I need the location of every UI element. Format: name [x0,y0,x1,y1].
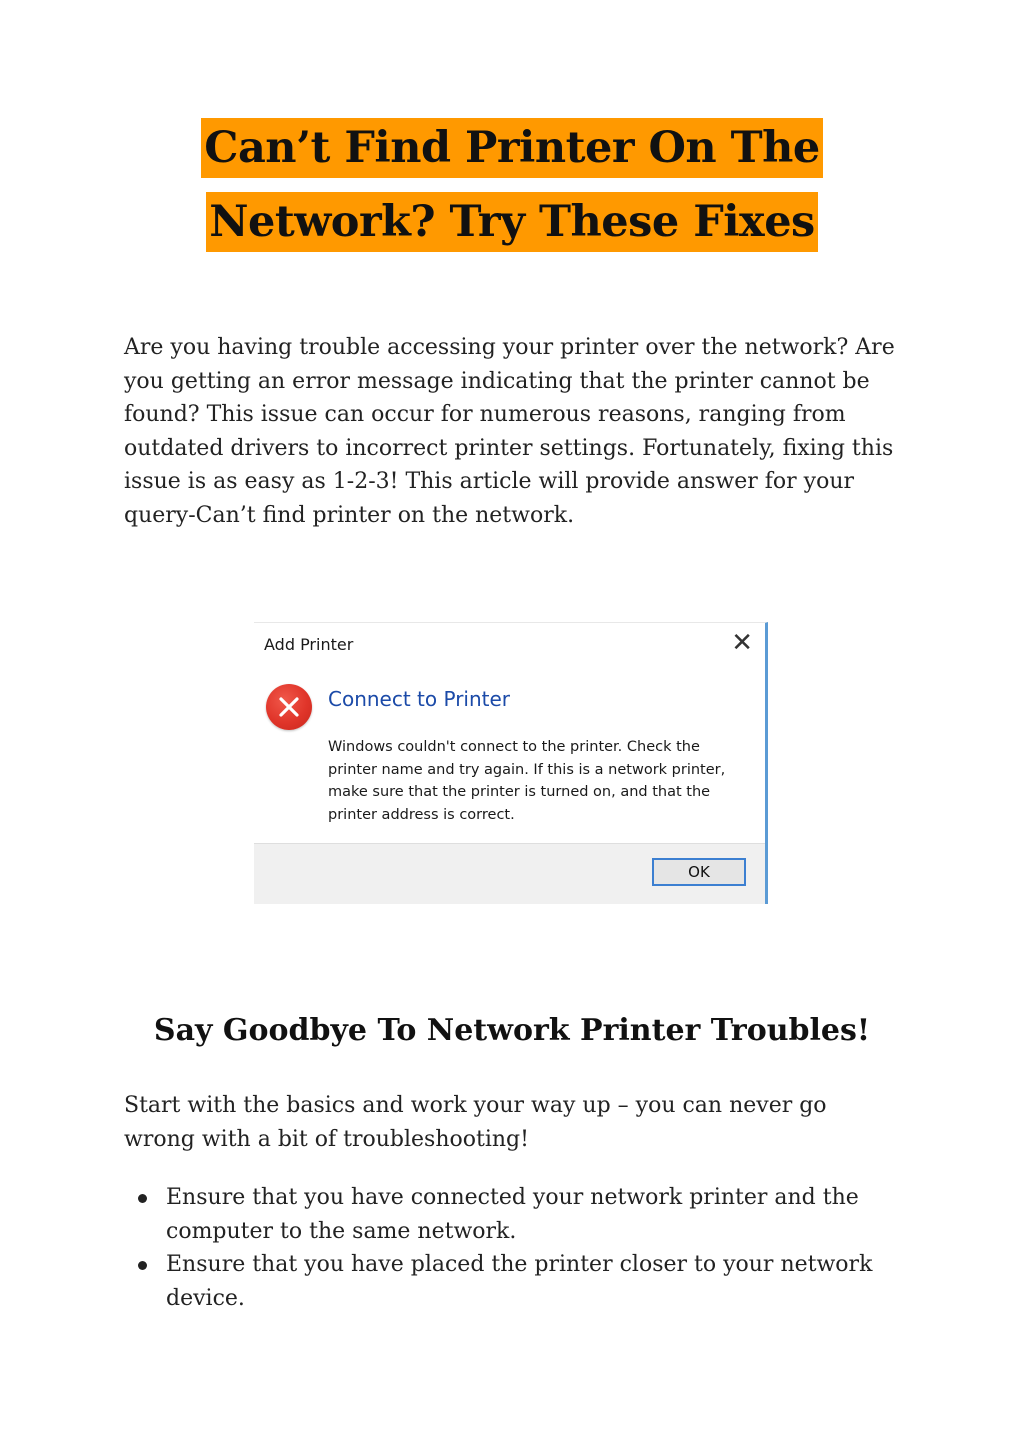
bullet-icon [138,1261,147,1270]
list-item [124,1181,904,1248]
tips-list [124,1181,904,1315]
section-lead-paragraph: Start with the basics and work your way up – you can never go wrong with a bit of troubleshooting! [124,1093,827,1152]
page-title [0,118,1024,252]
bullet-icon [138,1194,147,1203]
ok-button[interactable]: OK [652,858,746,886]
dialog-footer [254,843,765,904]
section-heading: Say Goodbye To Network Printer Troubles! [153,1013,871,1048]
add-printer-dialog-screenshot [254,622,768,904]
error-icon [266,684,312,730]
title-line-1: Can’t Find Printer On The [201,118,823,178]
dialog-message: Windows couldn't connect to the printer. Check the printer name and try again. If this is a network printer, make sure that the printer is turned on, and that the printer address is correct. [328,739,726,823]
intro-paragraph: Are you having trouble accessing your printer over the network? Are you getting an error message indicating that the printer cannot be found? This issue can occur for numerous reasons, ranging from outdated drivers to incorrect printer settings. Fortunately, fixing this issue is as easy as 1-2-3! This article will provide answer for your query-Can’t find printer on the network. [124,335,895,528]
list-item-text: Ensure that you have placed the printer closer to your network device. [166,1252,873,1311]
list-item [124,1248,904,1315]
list-item-text: Ensure that you have connected your network printer and the computer to the same network. [166,1185,859,1244]
dialog-window-title: Add Printer [264,635,354,654]
close-icon[interactable]: ✕ [731,628,753,658]
dialog-heading: Connect to Printer [328,687,511,711]
title-line-2: Network? Try These Fixes [206,192,818,252]
